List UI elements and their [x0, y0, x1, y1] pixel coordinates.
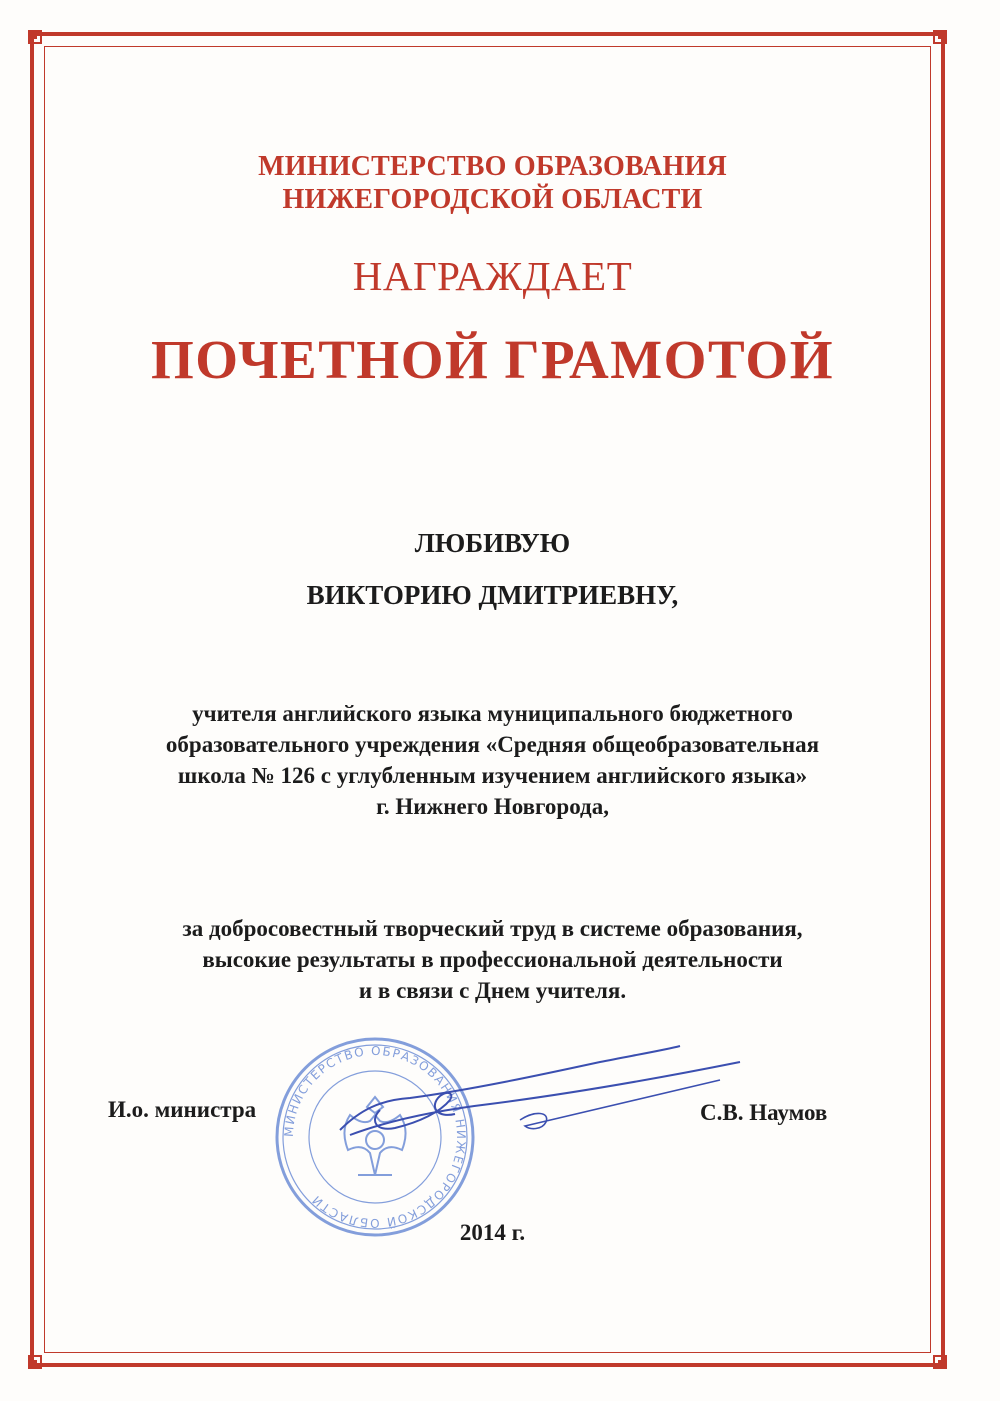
position-line: учителя английского языка муниципального бюджетного [192, 701, 793, 726]
signatory-name: С.В. Наумов [700, 1100, 828, 1125]
corner-ornament-top-right [933, 30, 947, 44]
recipient-position [0, 698, 985, 822]
ministry-line-2: НИЖЕГОРОДСКОЙ ОБЛАСТИ [282, 184, 703, 215]
award-verb: НАГРАЖДАЕТ [352, 253, 633, 299]
reason-line: и в связи с Днем учителя. [358, 978, 627, 1003]
signatory-title: И.о. министра [108, 1097, 257, 1122]
award-title: ПОЧЕТНОЙ ГРАМОТОЙ [150, 329, 834, 390]
award-reason [0, 913, 985, 1006]
position-line: школа № 126 с углубленным изучением английского языка» [177, 763, 808, 788]
reason-line: за добросовестный творческий труд в системе образования, [182, 916, 803, 941]
ministry-line-1: МИНИСТЕРСТВО ОБРАЗОВАНИЯ [258, 151, 727, 182]
recipient-surname: ЛЮБИВУЮ [414, 528, 571, 558]
position-line: образовательного учреждения «Средняя общеобразовательная [165, 732, 820, 757]
corner-ornament-bottom-left [28, 1355, 42, 1369]
handwritten-signature [320, 1040, 760, 1140]
corner-ornament-top-left [28, 30, 42, 44]
seal-text: МИНИСТЕРСТВО ОБРАЗОВАНИЯ НИЖЕГОРОДСКОЙ ОБЛАСТИ [281, 1043, 469, 1231]
issue-year: 2014 г. [459, 1220, 526, 1245]
ministry-heading [0, 150, 985, 216]
corner-ornament-bottom-right [933, 1355, 947, 1369]
position-line: г. Нижнего Новгорода, [376, 794, 609, 819]
reason-line: высокие результаты в профессиональной деятельности [202, 947, 783, 972]
recipient-given-names: ВИКТОРИЮ ДМИТРИЕВНУ, [306, 580, 679, 610]
